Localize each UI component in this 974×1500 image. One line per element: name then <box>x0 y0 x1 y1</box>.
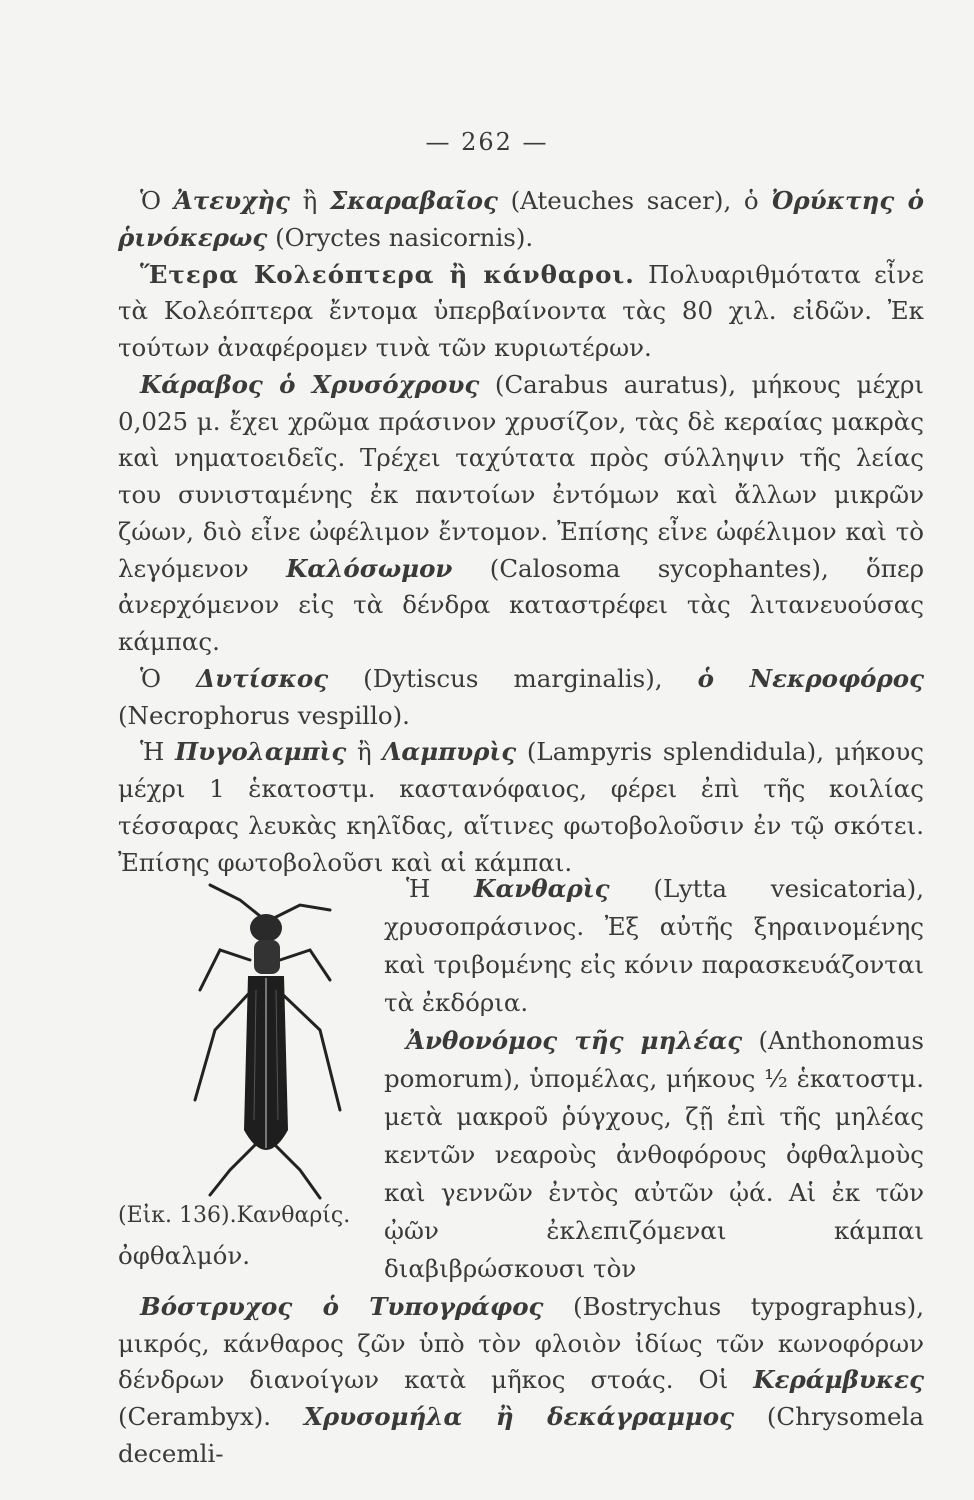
beetle-illustration <box>170 880 360 1200</box>
paragraph-continuation: ὀφθαλμόν. <box>118 1241 251 1270</box>
continued-text <box>118 1238 924 1473</box>
paragraph-lytta: Ἡ Κανθαρὶς (Lytta vesicatoria), χρυσοπράσινος. Ἐξ αὐτῆς ξηραινομένης καὶ τριβομένης εἰς κόνιν παρασκευάζονται τὰ ἐκδόρια. <box>384 874 924 1017</box>
page-number: — 262 — <box>425 128 549 156</box>
paragraph-carabus: Κάραβος ὁ Χρυσόχρους (Carabus auratus), μήκους μέχρι 0,025 μ. ἔχει χρῶμα πράσινον χρυσίζον, τὰς δὲ κεραίας μακρὰς καὶ νηματοειδεῖς. Τρέχει ταχύτατα πρὸς σύλληψιν τῆς λείας του συνισταμένης ἐκ παντοίων ἐντόμων καὶ ἄλλων μικρῶν ζώων, διὸ εἶνε ὠφέλιμον ἔντομον. Ἐπίσης εἶνε ὠφέλιμον καὶ τὸ λεγόμενον Καλόσωμον (Calosoma sycophantes), ὅπερ ἀνερχόμενον εἰς τὰ δένδρα καταστρέφει τὰς λιτανευούσας κάμπας. <box>118 369 924 656</box>
figure-caption: (Εἰκ. 136).Κανθαρίς. <box>118 1203 351 1228</box>
right-column-text <box>384 870 924 1288</box>
paragraph-bostrychus: Βόστρυχος ὁ Τυπογράφος (Bostrychus typographus), μικρός, κάνθαρος ζῶν ὑπὸ τὸν φλοιὸν ἰδίως τῶν κωνοφόρων δένδρων διανοίγων κατὰ μῆκος στοάς. Οἱ Κεράμβυκες (Cerambyx). Χρυσομήλα ἢ δεκάγραμμος (Chrysomela decemli- <box>118 1291 925 1468</box>
paragraph-lampyris: Ἡ Πυγολαμπὶς ἢ Λαμπυρὶς (Lampyris splendidula), μήκους μέχρι 1 ἑκατοστμ. καστανόφαιος, φέρει ἐπὶ τῆς κοιλίας τέσσαρας λευκὰς κηλῖδας, αἵτινες φωτοβολοῦσιν ἐν τῷ σκότει. Ἐπίσης φωτοβολοῦσι καὶ αἱ κάμπαι. <box>118 737 924 877</box>
paragraph-dytiscus: Ὁ Δυτίσκος (Dytiscus marginalis), ὁ Νεκροφόρος (Necrophorus vespillo). <box>118 663 925 730</box>
paragraph-anthonomus: Ἀνθονόμος τῆς μηλέας (Anthonomus pomorum), ὑπομέλας, μήκους ½ ἑκατοστμ. μετὰ μακροῦ ῥύγχους, ζῇ ἐπὶ τῆς μηλέας κεντῶν νεαροὺς ἀνθοφόρους ὀφθαλμοὺς καὶ γεννῶν ἐντὸς αὐτῶν ᾠά. Αἱ ἐκ τῶν ᾠῶν ἐκλεπιζόμεναι κάμπαι διαβιβρώσκουσι τὸν <box>384 1025 924 1283</box>
paragraph-ateuches: Ὁ Ἀτευχὴς ἢ Σκαραβαῖος (Ateuches sacer), ὁ Ὀρύκτης ὁ ῥινόκερως (Oryctes nasicornis). <box>118 186 924 252</box>
paragraph-other-coleoptera: Ἕτερα Κολεόπτερα ἢ κάνθαροι. Πολυαριθμότατα εἶνε τὰ Κολεόπτερα ἔντομα ὑπερβαίνοντα τὰς 80 χιλ. εἰδῶν. Ἐκ τούτων ἀναφέρομεν τινὰ τῶν κυριωτέρων. <box>118 259 924 362</box>
main-text <box>118 183 924 881</box>
